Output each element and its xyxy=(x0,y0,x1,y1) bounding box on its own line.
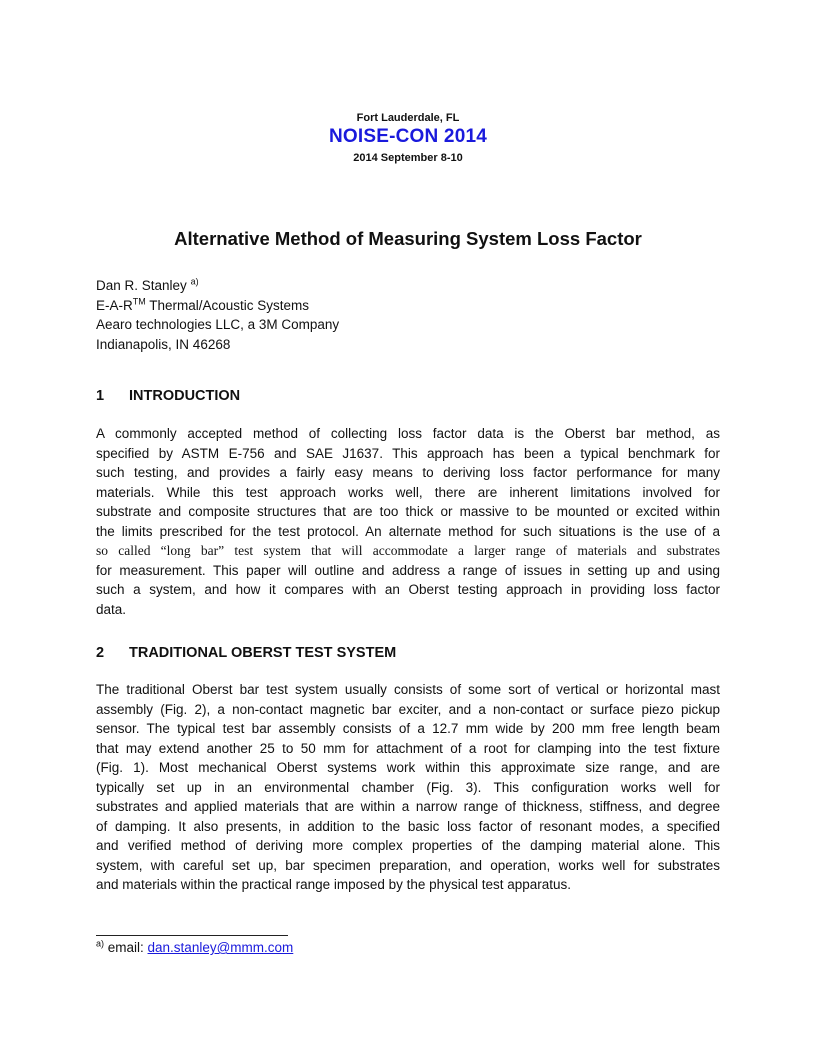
traditional-oberst-paragraph xyxy=(96,680,720,895)
section-title: INTRODUCTION xyxy=(129,388,241,404)
section-heading-traditional-oberst xyxy=(96,645,396,661)
text-line: that may extend another 25 to 50 mm for attachment of a root for clamping into the test fixture xyxy=(96,740,720,756)
text-line: such testing, and provides a fairly easy means to deriving loss factor performance for many xyxy=(96,465,720,480)
conference-location: Fort Lauderdale, FL xyxy=(356,112,460,124)
text-line: materials. While this test approach works well, there are inherent limitations involved for xyxy=(96,484,720,500)
text-line: assembly (Fig. 2), a non-contact magnetic bar exciter, and a non-contact or surface piezo pickup xyxy=(96,701,720,717)
text-line: specified by ASTM E-756 and SAE J1637. This approach has been a typical benchmark for xyxy=(96,445,720,461)
author-footnote-marker: a) xyxy=(190,276,199,287)
introduction-paragraph xyxy=(96,424,720,619)
org-prefix: E-A-R xyxy=(96,297,133,313)
author-city: Indianapolis, IN 46268 xyxy=(96,336,231,352)
conference-name: NOISE-CON 2014 xyxy=(328,126,488,147)
text-line: A commonly accepted method of collecting loss factor data is the Oberst bar method, as xyxy=(96,426,720,441)
org-suffix: Thermal/Acoustic Systems xyxy=(145,297,310,313)
text-line: for measurement. This paper will outline and address a range of issues in setting up and using xyxy=(96,562,720,578)
author-name: Dan R. Stanley xyxy=(96,278,187,293)
text-line: The traditional Oberst bar test system usually consists of some sort of vertical or horizontal mast xyxy=(96,682,720,697)
text-line: of damping. It also presents, in addition to the basic loss factor of resonant modes, a specified xyxy=(96,818,720,834)
text-line: so called “long bar” test system that will accommodate a larger range of materials and substrates xyxy=(96,543,720,558)
text-line: and materials within the practical range imposed by the physical test apparatus. xyxy=(96,877,572,892)
text-line: such a system, and how it compares with an Oberst testing approach in providing loss factor xyxy=(96,582,720,597)
text-line: data. xyxy=(96,601,127,617)
section-heading-introduction xyxy=(96,388,240,404)
text-line: typically set up in an environmental chamber (Fig. 3). This configuration works well for xyxy=(96,779,720,795)
section-title: TRADITIONAL OBERST TEST SYSTEM xyxy=(129,645,397,661)
text-line: system, with careful set up, bar specimen preparation, and operation, works well for substrates xyxy=(96,857,720,873)
text-line: and verified method of deriving more complex properties of the damping material alone. This xyxy=(96,838,720,853)
author-name-line xyxy=(96,276,339,296)
author-block xyxy=(96,276,339,354)
paper-title: Alternative Method of Measuring System Loss Factor xyxy=(174,228,642,249)
text-line: substrate and composite structures that are too thick or massive to be mounted or excited within xyxy=(96,504,720,519)
text-line: the limits prescribed for the test protocol. An alternate method for such situations is the use of a xyxy=(96,523,720,539)
author-company: Aearo technologies LLC, a 3M Company xyxy=(96,317,340,332)
footnote-divider xyxy=(96,935,288,936)
footnote xyxy=(96,938,293,957)
trademark-mark: TM xyxy=(132,296,146,306)
section-number: 2 xyxy=(96,645,105,661)
author-email-link[interactable]: dan.stanley@mmm.com xyxy=(147,940,294,955)
section-number: 1 xyxy=(96,388,105,404)
footnote-label: email: xyxy=(104,940,148,955)
author-organization xyxy=(96,296,339,316)
text-line: substrates and applied materials that are within a narrow range of thickness, stiffness, and degree xyxy=(96,799,720,814)
conference-dates: 2014 September 8-10 xyxy=(353,152,463,164)
footnote-marker: a) xyxy=(96,938,105,949)
text-line: (Fig. 1). Most mechanical Oberst systems work within this approximate size range, and are xyxy=(96,760,720,775)
text-line: sensor. The typical test bar assembly consists of a 12.7 mm wide by 200 mm free length beam xyxy=(96,721,720,736)
